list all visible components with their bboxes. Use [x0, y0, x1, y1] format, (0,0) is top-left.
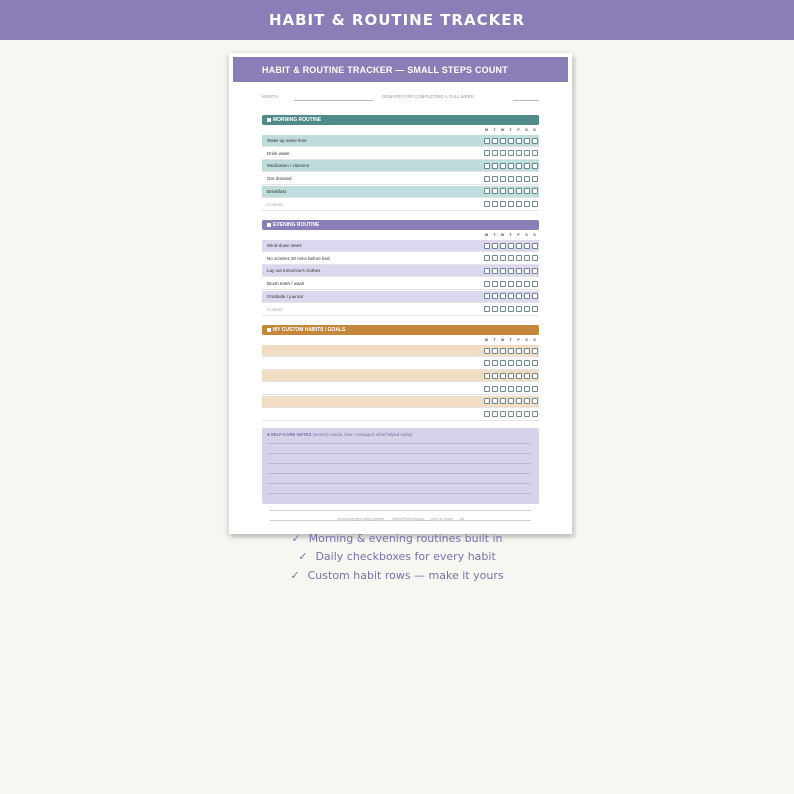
day-checkbox[interactable] [516, 411, 522, 417]
day-checkbox[interactable] [500, 411, 506, 417]
notes-heading: ■ SELF-CARE NOTES (sensory needs, how I managed, what helped today) [267, 432, 413, 437]
day-checkbox[interactable] [532, 150, 538, 156]
day-checkbox[interactable] [500, 138, 506, 144]
day-checkbox[interactable] [492, 188, 498, 194]
day-checkbox[interactable] [516, 281, 522, 287]
habit-row [262, 253, 539, 265]
day-checkbox[interactable] [484, 348, 490, 354]
notes-ruled-line [268, 473, 531, 474]
section-header-custom [262, 325, 539, 335]
day-checkbox[interactable] [484, 255, 490, 261]
day-checkbox[interactable] [492, 348, 498, 354]
day-checkbox[interactable] [524, 373, 530, 379]
day-checkbox[interactable] [524, 138, 530, 144]
habit-label: Get dressed [267, 176, 292, 182]
notes-ruled-line [268, 453, 531, 454]
day-checkbox[interactable] [500, 268, 506, 274]
day-label: S [525, 128, 528, 132]
day-checkbox[interactable] [500, 255, 506, 261]
footer-item: neurodivergent daily planner [336, 517, 385, 521]
day-checkbox[interactable] [524, 348, 530, 354]
day-checkbox[interactable] [500, 188, 506, 194]
day-label: W [500, 338, 505, 342]
day-checkbox[interactable] [516, 360, 522, 366]
day-checkbox[interactable] [532, 138, 538, 144]
day-checkbox[interactable] [500, 348, 506, 354]
day-labels [483, 233, 541, 238]
day-checkbox[interactable] [516, 150, 522, 156]
day-checkbox[interactable] [508, 268, 514, 274]
day-checkbox[interactable] [532, 255, 538, 261]
day-checkbox[interactable] [492, 281, 498, 287]
day-label: S [525, 233, 528, 237]
day-checkbox[interactable] [524, 163, 530, 169]
habit-label: Breakfast [267, 188, 287, 194]
feature-text: Custom habit rows — make it yours [307, 568, 504, 582]
day-checkbox[interactable] [484, 360, 490, 366]
sheet-footer [229, 517, 572, 521]
day-label: T [509, 128, 512, 132]
day-checkbox[interactable] [492, 243, 498, 249]
habit-row [262, 160, 539, 172]
day-checkbox[interactable] [524, 150, 530, 156]
day-checkbox[interactable] [508, 348, 514, 354]
day-checkbox[interactable] [516, 268, 522, 274]
day-checkbox[interactable] [500, 386, 506, 392]
day-labels [483, 338, 541, 343]
day-label: S [533, 233, 536, 237]
day-checkbox[interactable] [492, 150, 498, 156]
feature-text: Daily checkboxes for every habit [315, 550, 496, 564]
footer-item: a4 [460, 517, 465, 521]
section-header-morning [262, 115, 539, 125]
section-square-icon [267, 223, 271, 227]
day-checkbox[interactable] [516, 348, 522, 354]
self-care-notes-panel[interactable] [262, 428, 539, 504]
day-checkbox[interactable] [492, 360, 498, 366]
day-checkbox[interactable] [492, 398, 498, 404]
month-label: MONTH [262, 94, 279, 99]
day-checkbox[interactable] [492, 201, 498, 207]
day-checkbox[interactable] [500, 306, 506, 312]
habit-label: Custom: [267, 201, 284, 207]
day-label: T [493, 128, 496, 132]
section-header-evening [262, 220, 539, 230]
day-checkbox[interactable] [484, 243, 490, 249]
day-checkbox[interactable] [508, 138, 514, 144]
day-checkbox[interactable] [508, 386, 514, 392]
reward-label: REWARD FOR COMPLETING A FULL WEEK: [382, 94, 476, 99]
day-label: M [484, 338, 489, 342]
check-icon: ✓ [290, 568, 300, 582]
day-checkbox[interactable] [516, 373, 522, 379]
day-label: W [500, 233, 505, 237]
day-checkbox[interactable] [524, 281, 530, 287]
day-checkbox[interactable] [516, 188, 522, 194]
day-checkbox[interactable] [524, 360, 530, 366]
day-label: T [509, 338, 512, 342]
habit-label: Lay out tomorrow's clothes [267, 268, 321, 274]
day-checkbox[interactable] [492, 411, 498, 417]
day-checkbox[interactable] [492, 138, 498, 144]
habit-row [262, 148, 539, 160]
day-checkbox[interactable] [508, 150, 514, 156]
day-label: S [533, 338, 536, 342]
day-checkbox[interactable] [532, 398, 538, 404]
day-checkbox[interactable] [484, 386, 490, 392]
day-checkbox[interactable] [532, 163, 538, 169]
tracker-sheet [229, 53, 572, 534]
day-checkbox[interactable] [532, 373, 538, 379]
day-checkbox[interactable] [532, 201, 538, 207]
day-checkbox[interactable] [516, 386, 522, 392]
day-checkbox[interactable] [532, 411, 538, 417]
day-checkbox[interactable] [524, 188, 530, 194]
sheet-title: HABIT & ROUTINE TRACKER — SMALL STEPS COUNT [262, 64, 508, 75]
day-checkbox[interactable] [524, 268, 530, 274]
day-checkbox[interactable] [508, 398, 514, 404]
day-checkbox[interactable] [532, 243, 538, 249]
day-checkbox[interactable] [484, 281, 490, 287]
reward-field-line[interactable] [513, 100, 539, 101]
day-label: S [533, 128, 536, 132]
day-checkbox[interactable] [508, 255, 514, 261]
feature-text: Morning & evening routines built in [308, 531, 503, 545]
day-label: F [517, 338, 520, 342]
day-checkbox[interactable] [516, 243, 522, 249]
month-field-line[interactable] [294, 100, 374, 101]
habit-row [262, 345, 539, 357]
notes-ruled-line [268, 443, 531, 444]
day-checkbox[interactable] [484, 411, 490, 417]
habit-label: Wind-down starts [267, 243, 302, 248]
day-checkbox[interactable] [500, 163, 506, 169]
section-title: MY CUSTOM HABITS / GOALS [273, 327, 346, 333]
notes-ruled-line [268, 463, 531, 464]
sheet-header [233, 57, 568, 82]
day-checkbox[interactable] [516, 201, 522, 207]
habit-label: Custom: [267, 306, 284, 312]
habit-row [262, 278, 539, 290]
day-checkbox[interactable] [532, 306, 538, 312]
day-checkbox[interactable] [500, 150, 506, 156]
day-checkbox[interactable] [532, 348, 538, 354]
day-checkbox[interactable] [516, 163, 522, 169]
day-checkbox[interactable] [532, 281, 538, 287]
day-checkbox[interactable] [516, 176, 522, 182]
day-checkbox[interactable] [500, 281, 506, 287]
day-checkbox[interactable] [532, 176, 538, 182]
day-checkbox[interactable] [500, 243, 506, 249]
day-checkbox[interactable] [492, 176, 498, 182]
day-checkbox[interactable] [492, 268, 498, 274]
day-checkbox[interactable] [500, 293, 506, 299]
footer-item: GlitterPixelDesigns [391, 517, 424, 521]
day-checkbox[interactable] [508, 411, 514, 417]
day-checkbox[interactable] [492, 293, 498, 299]
day-checkbox[interactable] [508, 306, 514, 312]
day-checkbox[interactable] [532, 293, 538, 299]
day-label: T [493, 338, 496, 342]
day-label: F [517, 233, 520, 237]
habit-row [262, 199, 539, 211]
footer-divider [270, 510, 531, 511]
habit-row [262, 186, 539, 198]
day-checkbox[interactable] [484, 138, 490, 144]
day-label: W [500, 128, 505, 132]
habit-row [262, 396, 539, 408]
day-checkbox[interactable] [484, 163, 490, 169]
day-checkbox[interactable] [492, 306, 498, 312]
section-square-icon [267, 118, 271, 122]
day-checkbox[interactable] [492, 373, 498, 379]
habit-label: Wake up same time [267, 138, 307, 143]
habit-row [262, 135, 539, 147]
day-checkbox[interactable] [532, 188, 538, 194]
habit-row [262, 291, 539, 303]
notes-ruled-line [268, 483, 531, 484]
day-checkbox[interactable] [508, 293, 514, 299]
day-checkbox[interactable] [524, 398, 530, 404]
day-label: S [525, 338, 528, 342]
day-checkbox[interactable] [516, 138, 522, 144]
day-checkbox[interactable] [532, 360, 538, 366]
day-checkbox[interactable] [484, 293, 490, 299]
habit-row [262, 304, 539, 316]
day-checkbox[interactable] [492, 163, 498, 169]
day-checkbox[interactable] [524, 293, 530, 299]
section-title: EVENING ROUTINE [273, 222, 320, 228]
day-checkbox[interactable] [524, 243, 530, 249]
day-checkbox[interactable] [484, 188, 490, 194]
notes-ruled-line [268, 493, 531, 494]
day-label: M [484, 128, 489, 132]
section-square-icon [267, 328, 271, 332]
habit-label: Gratitude / journal [267, 293, 303, 299]
day-checkbox[interactable] [524, 386, 530, 392]
notes-title: SELF-CARE NOTES [270, 432, 312, 437]
habit-row [262, 173, 539, 185]
habit-label: No screens 30 mins before bed [267, 255, 330, 261]
day-checkbox[interactable] [508, 188, 514, 194]
day-checkbox[interactable] [524, 411, 530, 417]
day-checkbox[interactable] [500, 176, 506, 182]
habit-row [262, 265, 539, 277]
day-label: M [484, 233, 489, 237]
day-checkbox[interactable] [532, 268, 538, 274]
day-checkbox[interactable] [516, 255, 522, 261]
feature-item [0, 548, 794, 567]
day-checkbox[interactable] [500, 360, 506, 366]
day-checkbox[interactable] [484, 268, 490, 274]
day-checkbox[interactable] [516, 398, 522, 404]
day-checkbox[interactable] [524, 306, 530, 312]
day-checkbox[interactable] [524, 201, 530, 207]
day-label: F [517, 128, 520, 132]
day-checkbox[interactable] [484, 373, 490, 379]
habit-row [262, 383, 539, 395]
day-label: T [509, 233, 512, 237]
check-icon: ✓ [291, 531, 301, 545]
day-checkbox[interactable] [516, 306, 522, 312]
day-checkbox[interactable] [508, 360, 514, 366]
day-checkbox[interactable] [500, 398, 506, 404]
day-checkbox[interactable] [484, 150, 490, 156]
day-checkbox[interactable] [484, 398, 490, 404]
feature-item [0, 529, 794, 548]
day-checkbox[interactable] [492, 255, 498, 261]
check-icon: ✓ [298, 550, 308, 564]
day-checkbox[interactable] [516, 293, 522, 299]
habit-row [262, 409, 539, 421]
day-checkbox[interactable] [508, 243, 514, 249]
day-checkbox[interactable] [508, 281, 514, 287]
day-checkbox[interactable] [524, 176, 530, 182]
habit-row [262, 358, 539, 370]
day-checkbox[interactable] [500, 201, 506, 207]
notes-hint: (sensory needs, how I managed, what helped today) [312, 432, 413, 437]
day-checkbox[interactable] [508, 163, 514, 169]
day-checkbox[interactable] [484, 306, 490, 312]
section-title: MORNING ROUTINE [273, 117, 322, 123]
day-checkbox[interactable] [532, 386, 538, 392]
day-checkbox[interactable] [524, 255, 530, 261]
day-checkbox[interactable] [508, 201, 514, 207]
banner-title: HABIT & ROUTINE TRACKER [268, 11, 526, 29]
day-label: T [493, 233, 496, 237]
habit-label: Drink water [267, 150, 290, 156]
top-banner [0, 0, 794, 40]
day-checkbox[interactable] [508, 373, 514, 379]
day-checkbox[interactable] [484, 201, 490, 207]
day-checkbox[interactable] [508, 176, 514, 182]
feature-item [0, 566, 794, 585]
habit-label: Medication / vitamins [267, 163, 310, 169]
habit-label: Brush teeth / wash [267, 281, 305, 287]
day-labels [483, 128, 541, 133]
habit-row [262, 240, 539, 252]
habit-row [262, 370, 539, 382]
day-checkbox[interactable] [492, 386, 498, 392]
footer-item: print at home [430, 517, 453, 521]
feature-list [0, 529, 794, 585]
day-checkbox[interactable] [500, 373, 506, 379]
day-checkbox[interactable] [484, 176, 490, 182]
